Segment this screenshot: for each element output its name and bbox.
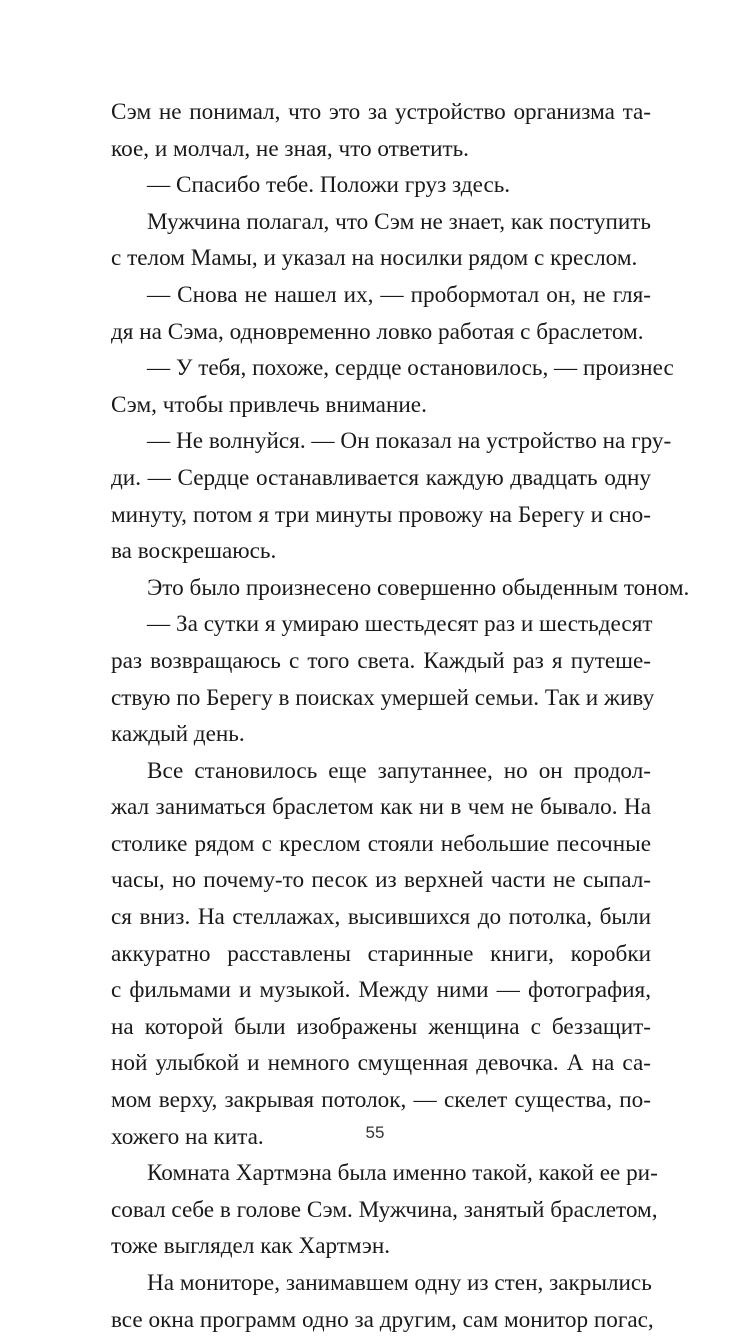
- text-line: совал себе в голове Сэм. Мужчина, занятый браслетом,: [111, 1196, 658, 1223]
- text-line: раз возвращаюсь с того света. Каждый раз я путеше-: [111, 647, 651, 674]
- text-line: ствую по Берегу в поисках умершей семьи. Так и живу: [111, 684, 655, 711]
- text-line: — За сутки я умираю шестьдесят раз и шестьдесят: [147, 611, 653, 638]
- text-line: минуту, потом я три минуты провожу на Берегу и сно-: [111, 501, 651, 528]
- text-line: Комната Хартмэна была именно такой, какой ее ри-: [147, 1160, 658, 1187]
- text-line: ной улыбкой и немного смущенная девочка. А на са-: [111, 1050, 651, 1077]
- text-line: часы, но почему-то песок из верхней части не сыпал-: [111, 867, 651, 894]
- text-line: все окна программ одно за другим, сам монитор погас,: [111, 1306, 654, 1333]
- text-line: дя на Сэма, одновременно ловко работая с браслетом.: [111, 318, 644, 345]
- text-line: Сэм не понимал, что это за устройство организма та-: [111, 99, 651, 125]
- text-line: аккуратно расставлены старинные книги, коробки: [111, 940, 651, 967]
- text-line: жал заниматься браслетом как ни в чем не бывало. На: [111, 794, 651, 821]
- text-line: на которой были изображены женщина с беззащит-: [111, 1013, 651, 1040]
- text-line: — У тебя, похоже, сердце остановилось, — произнес: [147, 355, 674, 382]
- text-line: ди. — Сердце останавливается каждую двадцать одну: [111, 464, 651, 491]
- text-line: Это было произнесено совершенно обыденным тоном.: [147, 574, 690, 601]
- body-text: [111, 94, 690, 1338]
- text-line: На мониторе, занимавшем одну из стен, закрылись: [147, 1270, 652, 1296]
- text-line: с телом Мамы, и указал на носилки рядом с креслом.: [111, 245, 638, 272]
- text-line: мом верху, закрывая потолок, — скелет существа, по-: [111, 1087, 651, 1114]
- text-line: Мужчина полагал, что Сэм не знает, как поступить: [147, 208, 651, 235]
- text-line: кое, и молчал, не зная, что ответить.: [111, 135, 469, 162]
- text-line: Все становилось еще запутаннее, но он продол-: [147, 757, 651, 784]
- text-line: хожего на кита.: [111, 1123, 264, 1150]
- text-line: ва воскрешаюсь.: [111, 538, 277, 565]
- text-line: — Не волнуйся. — Он показал на устройство на гру-: [147, 428, 672, 455]
- text-line: Сэм, чтобы привлечь внимание.: [111, 391, 427, 418]
- text-line: с фильмами и музыкой. Между ними — фотография,: [111, 977, 651, 1004]
- text-line: столике рядом с креслом стояли небольшие песочные: [111, 830, 651, 857]
- text-line: — Снова не нашел их, — пробормотал он, не гля-: [147, 281, 651, 308]
- page-number: 55: [365, 1123, 385, 1142]
- text-line: каждый день.: [111, 721, 245, 748]
- text-line: — Спасибо тебе. Положи груз здесь.: [147, 172, 511, 199]
- text-line: ся вниз. На стеллажах, высившихся до потолка, были: [111, 904, 651, 931]
- text-line: тоже выглядел как Хартмэн.: [111, 1233, 391, 1260]
